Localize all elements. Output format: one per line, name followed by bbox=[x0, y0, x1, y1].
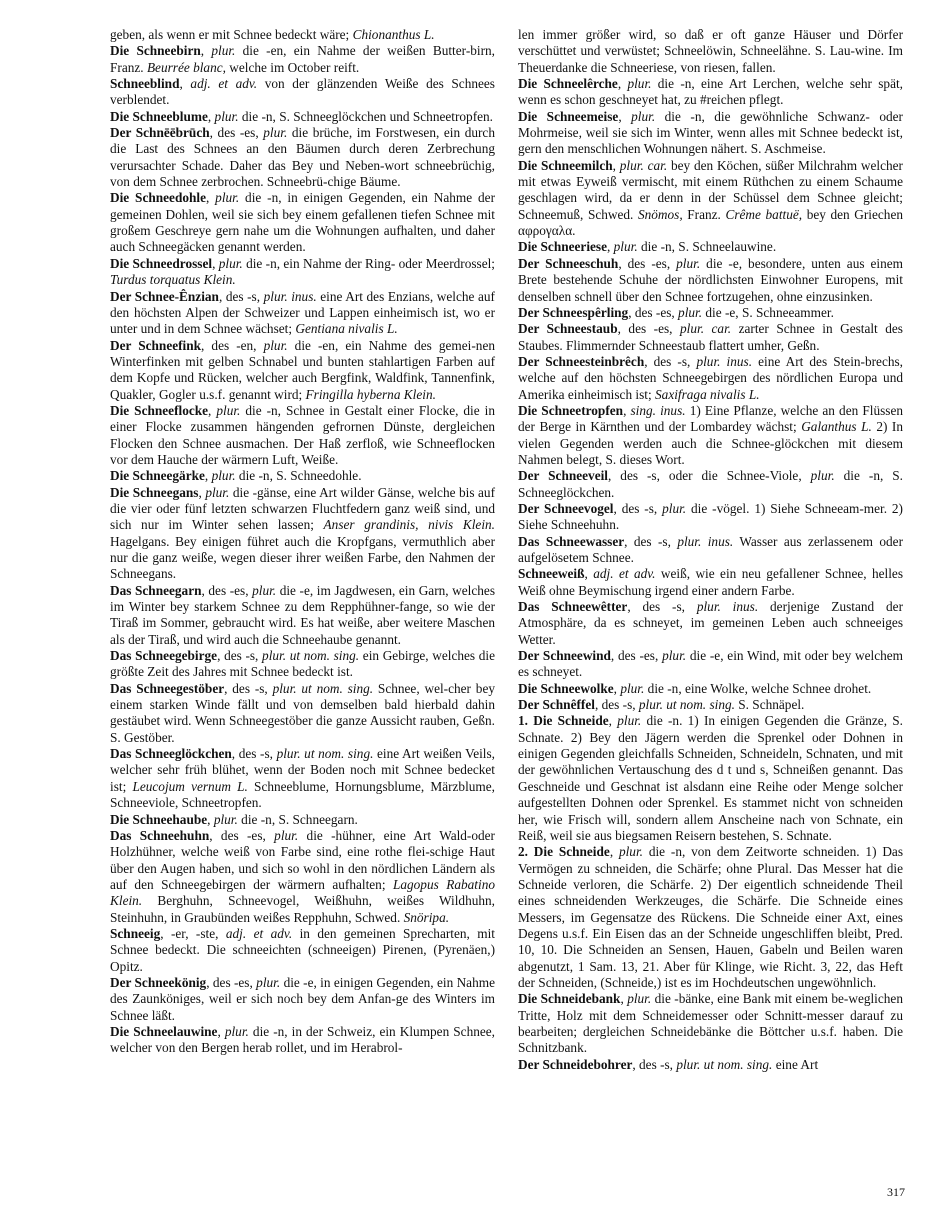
page-number: 317 bbox=[887, 1185, 905, 1199]
entry-text: die -e, in einigen Gegenden, ein Nahme des Zaunköniges, weil er sich noch bey dem Anfan-ge des Winters im Schnee läßt. bbox=[110, 974, 495, 1023]
entry-text: die -n, von dem Zeitworte schneiden. 1) Das Vermögen zu schneiden, die Schärfe; ohne Plural. Das Messer hat die Schneide verloren, die Schärfe. 2) Der eigentlich schneidende Theil eines schneidenden Werkzeuges, die Schärfe. Die Schneide eines Messers, im Gegensatze des Rückens. Die Schneide einer Axt, eines Degens u.s.f. Ein Eisen das an der Schneide ungeschliffen bleibt, Pred. 10, 10. Die Schneiden an Sensen, Hauen, Gabeln und Beilen waren abgenutzt, 1 Sam. 13, 21. Aber für Klinge, wie Richt. 3, 22, das Heft der Schneiden, (Schneide,) ist es im Hochdeutschen ungewöhnlich. bbox=[518, 844, 904, 990]
entry-headword: Die Schneegärke bbox=[110, 468, 205, 484]
entry-text: , bbox=[612, 157, 620, 173]
entry-text: , des -es, bbox=[201, 582, 253, 598]
entry-italic: plur. bbox=[211, 43, 236, 59]
entry-headword: Die Schneedrossel bbox=[110, 255, 213, 271]
entry-italic: Leucojum vernum L. bbox=[132, 778, 248, 794]
entry-italic: plur. bbox=[213, 811, 238, 827]
entry-text: die -en, ein Nahme des gemei-nen Winterfinken mit gelben Schnabel und bunten stahlartigen Farben auf dem Kopfe und Rücken, welcher auch Bergfink, Waldfink, Tannenfink, Quakler, Gogler u.s.f. genannt wird; bbox=[110, 337, 495, 402]
dictionary-entry bbox=[518, 713, 903, 844]
entry-text: len immer größer wird, so daß er oft ganze Häuser und Dörfer verschüttet und verwüstet; Schneelöwin, Schneelähne. S. Lau-wine. Im Theuerdanke die Schneeriese, von riesen, fallen. bbox=[518, 27, 903, 75]
dictionary-entry bbox=[518, 648, 903, 681]
entry-text: die -n, die gewöhnliche Schwanz- oder Mohrmeise, weil sie sich im Winter, wenn alles mit Schnee bedeckt ist, gern den menschlichen Wohnungen nähert. S. Aschmeise. bbox=[518, 108, 903, 157]
entry-italic: plur. bbox=[620, 680, 645, 696]
dictionary-entry bbox=[518, 991, 903, 1056]
entry-text: , bbox=[200, 43, 212, 59]
entry-headword: Der Schneestaub bbox=[518, 321, 618, 337]
entry-headword: Die Schneedohle bbox=[110, 190, 206, 206]
entry-headword: Der Schneidebohrer bbox=[518, 1056, 633, 1072]
entry-text: , bbox=[207, 811, 214, 827]
entry-headword: Die Schneemeise bbox=[518, 108, 619, 124]
entry-italic: plur. bbox=[263, 337, 288, 353]
entry-italic: adj. et adv. bbox=[593, 566, 656, 582]
entry-text: , bbox=[618, 108, 632, 124]
entry-headword: Das Schneegebirge bbox=[110, 648, 218, 664]
entry-italic: Gentiana nivalis L. bbox=[295, 321, 398, 337]
entry-headword: 1. Die Schneide bbox=[518, 713, 609, 729]
entry-italic: plur. bbox=[224, 1023, 249, 1039]
entry-text: , des -s, bbox=[224, 680, 273, 696]
entry-italic: plur. bbox=[627, 76, 652, 92]
dictionary-entry bbox=[110, 289, 495, 338]
entry-text: die -n, Schnee in Gestalt einer Flocke, die in einer Flocke zusammen hängenden gefrornen Dünste, dergleichen Flocken den Schnee ausmachen. Der Haß zerfloß, wie Schneeflocken vor dem Hauche der wärmern Luft, Weiße. bbox=[110, 402, 495, 467]
entry-text: bey den Griechen αφρογαλα. bbox=[518, 206, 903, 239]
entry-text: zarter Schnee in Gestalt des Staubes. Flimmernder Schneestaub flattert umher, Geßn. bbox=[518, 321, 903, 353]
entry-text: die -e, S. Schneeammer. bbox=[702, 304, 834, 320]
dictionary-entry bbox=[518, 681, 903, 697]
entry-italic: plur. bbox=[662, 500, 687, 516]
entry-text: derjenige Zustand der Atmosphäre, da es schneyet, im gemeinen Leben auch schneeiges Wetter. bbox=[518, 599, 903, 647]
entry-text: , bbox=[623, 402, 631, 418]
dictionary-entry bbox=[110, 403, 495, 468]
entry-headword: Die Schneehaube bbox=[110, 811, 208, 827]
entry-text: die -n, S. Schneelauwine. bbox=[637, 239, 777, 255]
entry-text: die -n, in einigen Gegenden, ein Nahme der gemeinen Dohlen, weil sie sich bey einem gefallenen tiefen Schnee mit großem Geschreye gern nahe um die Wohnungen aufhalten, und daher auch Schneegäcken genannt werden. bbox=[110, 190, 495, 255]
entry-text: die -n, eine Art Lerchen, welche sehr spät, wenn es schon geschneyet hat, zu #reichen pflegt. bbox=[518, 76, 903, 108]
entry-text: , bbox=[584, 566, 594, 582]
entry-headword: Die Schneidebank bbox=[518, 991, 621, 1007]
entry-text: , des -s, oder die Schnee-Viole, bbox=[607, 468, 811, 484]
dictionary-entry bbox=[518, 468, 903, 501]
dictionary-entry bbox=[110, 338, 495, 403]
entry-italic: plur. ut nom. sing. bbox=[272, 680, 374, 696]
entry-headword: Der Schneekönig bbox=[110, 974, 207, 990]
entry-italic: plur. car. bbox=[680, 321, 732, 337]
entry-text: in den gemeinen Sprecharten, mit Schnee bedeckt. Die schneeichten (schneeigen) Pirenen, (Pyrenäen,) Opitz. bbox=[110, 925, 495, 974]
entry-text: welche im October reift. bbox=[225, 59, 360, 75]
dictionary-entry bbox=[110, 76, 495, 109]
entry-headword: Die Schneegans bbox=[110, 484, 199, 500]
entry-text: die -bänke, eine Bank mit einem be-weglichen Tritte, Holz mit dem Schneidemesser oder Schnitt-messer darauf zu bearbeiten; dergleichen Schneidebänke die Böttcher u.s.f. haben. Die Schnitzbank. bbox=[518, 991, 903, 1056]
dictionary-entry bbox=[518, 321, 903, 354]
entry-text: die -n, eine Wolke, welche Schnee drohet. bbox=[644, 680, 872, 696]
entry-italic: plur. inus. bbox=[263, 288, 317, 304]
entry-italic: plur. inus. bbox=[696, 599, 759, 615]
dictionary-entry bbox=[518, 305, 903, 321]
entry-headword: Das Schneegestöber bbox=[110, 680, 225, 696]
entry-text: , bbox=[198, 484, 206, 500]
entry-text: die -n, ein Nahme der Ring- oder Meerdrossel; bbox=[242, 255, 495, 271]
entry-text: Schneeblume, Hornungsblume, Märzblume, Schneeviole, Schneetropfen. bbox=[110, 778, 495, 811]
entry-italic: plur. bbox=[218, 255, 243, 271]
entry-italic: plur. inus. bbox=[677, 533, 734, 549]
entry-text: die -en, ein Nahme der weißen Butter-birn, Franz. bbox=[110, 43, 495, 75]
entry-text: die -n. 1) In einigen Gegenden die Gränze, S. Schnate. 2) Bey den Jägern werden die Sprenkel oder Dohnen in einigen Gegenden gleichfalls Schneiden, Schneideln, Schnaten, und mit der gewöhnlichen Vertauschung des d t und s, Schneißen genannt. Das Geschneide und Geschnat ist alsdann eine Reihe oder Menge solcher aufgestellten Dohnen oder Sprenkel. Es stammet nicht von schneiden her, wie Frisch will, sondern allem Anscheine nach von Schnate, ein Reiß, weil sie aus biegsamen Reisern bestehen, S. Schnate. bbox=[518, 713, 903, 843]
entry-headword: Die Schneeflocke bbox=[110, 402, 209, 418]
dictionary-entry bbox=[518, 354, 903, 403]
dictionary-entry bbox=[518, 239, 903, 255]
entry-text: Schnee, wel-cher bey einem starken Winde fällt und von demselben bald hierbald dahin gestäubet wird. Wenn Schneegestöber die ganze Aussicht rauben, Geßn. S. Gestöber. bbox=[110, 680, 495, 745]
entry-italic: plur. bbox=[613, 239, 638, 255]
entry-text: , des -es, bbox=[610, 648, 663, 664]
entry-text: die -gänse, eine Art wilder Gänse, welche bis auf die vier oder fünf letzten schwarzen Fluchtfedern ganz weiß sind, und sich nur im Winter sehen lassen; bbox=[110, 484, 496, 533]
entry-text: , bbox=[204, 468, 212, 484]
dictionary-entry bbox=[518, 697, 903, 713]
dictionary-entry bbox=[110, 485, 495, 583]
entry-text: die -e, besondere, unten aus einem Brete bestehende Schuhe der nördlichsten Einwohner Europens, mit denselben schnell über den Schnee fortzugehen, ohne einzusinken. bbox=[518, 255, 903, 304]
entry-text: , des -s, bbox=[627, 599, 697, 615]
dictionary-entry bbox=[110, 746, 495, 811]
entry-italic: plur. bbox=[617, 713, 642, 729]
entry-italic: plur. ut nom. sing. bbox=[676, 1056, 773, 1072]
dictionary-entry bbox=[518, 27, 903, 76]
entry-italic: Snömos, bbox=[637, 206, 683, 222]
right-column bbox=[518, 27, 903, 1073]
entry-italic: plur. inus. bbox=[696, 353, 753, 369]
left-column bbox=[110, 27, 495, 1057]
dictionary-entry bbox=[110, 681, 495, 746]
entry-text: S. Schnäpel. bbox=[734, 697, 805, 713]
entry-text: , des -es, bbox=[618, 255, 677, 271]
entry-italic: sing. inus. bbox=[630, 402, 686, 418]
entry-text: , des -s, bbox=[594, 697, 639, 713]
entry-text: eine Art des Stein-brechs, welche auf den höchsten Schneegebirgen des nördlichen Europa und Amerika einheimisch ist; bbox=[518, 353, 904, 402]
dictionary-entry bbox=[110, 812, 495, 828]
entry-headword: Der Schnēēbrūch bbox=[110, 125, 210, 141]
entry-text: eine Art des Enzians, welche auf den höchsten Alpen der Schweizer und Lappen einheimisch ist, wo er unter und in dem Schnee wächset; bbox=[110, 288, 495, 337]
entry-text: , bbox=[205, 190, 216, 206]
entry-italic: plur. bbox=[631, 108, 656, 124]
entry-headword: Das Schneegarn bbox=[110, 582, 202, 598]
entry-text: die -n, S. Schneeglöckchen. bbox=[518, 468, 903, 500]
entry-headword: Der Schnee-Ênzian bbox=[110, 288, 219, 304]
entry-headword: Die Schneeblume bbox=[110, 108, 208, 124]
dictionary-entry bbox=[518, 566, 903, 599]
entry-italic: plur. bbox=[215, 190, 240, 206]
dictionary-entry bbox=[110, 256, 495, 289]
entry-text: , bbox=[620, 991, 628, 1007]
entry-text: , des -en, bbox=[201, 337, 264, 353]
entry-text: , bbox=[207, 108, 215, 124]
entry-text: 2) In vielen Gegenden werden auch die Schnee-glöckchen mit diesem Nahmen belegt, S. dieses Wort. bbox=[518, 419, 903, 467]
entry-text: , des -es, bbox=[209, 125, 264, 141]
entry-text: , des -es, bbox=[628, 304, 679, 320]
entry-text: ein Gebirge, welches die größte Zeit des Jahres mit Schnee bedeckt ist. bbox=[110, 648, 496, 680]
dictionary-entry bbox=[110, 975, 495, 1024]
entry-headword: 2. Die Schneide bbox=[518, 844, 610, 860]
entry-text: , bbox=[179, 76, 191, 92]
entry-headword: Die Schneelauwine bbox=[110, 1023, 218, 1039]
entry-text: , des -es, bbox=[617, 321, 680, 337]
dictionary-entry bbox=[110, 1024, 495, 1057]
entry-italic: plur. ut nom. sing. bbox=[262, 648, 360, 664]
entry-italic: plur. bbox=[214, 108, 239, 124]
dictionary-entry bbox=[518, 158, 903, 240]
entry-italic: Fringilla hyberna Klein. bbox=[305, 386, 436, 402]
entry-text: weiß, wie ein neu gefallener Schnee, helles Weiß ohne Beymischung irgend einer andern Farbe. bbox=[518, 566, 903, 598]
dictionary-entry bbox=[518, 109, 903, 158]
entry-text: die -n, in der Schweiz, ein Klumpen Schnee, welcher von den Bergen herab rollet, und im Herabrol- bbox=[110, 1023, 495, 1056]
entry-italic: adj. et adv. bbox=[190, 76, 258, 92]
dictionary-entry bbox=[110, 190, 495, 255]
entry-italic: plur. bbox=[810, 468, 835, 484]
entry-headword: Die Schneewolke bbox=[518, 680, 614, 696]
entry-italic: plur. bbox=[252, 582, 277, 598]
entry-headword: Der Schnêffel bbox=[518, 697, 595, 713]
entry-italic: Galanthus L. bbox=[801, 419, 872, 435]
entry-headword: Schneeweiß bbox=[518, 566, 585, 582]
entry-italic: plur. bbox=[627, 991, 652, 1007]
entry-italic: plur. bbox=[662, 648, 687, 664]
entry-headword: Der Schneeveil bbox=[518, 468, 608, 484]
entry-italic: Snöripa. bbox=[403, 909, 450, 925]
entry-italic: Anser grandinis, nivis Klein. bbox=[323, 517, 495, 533]
entry-text: , des -s, bbox=[632, 1056, 677, 1072]
entry-text: die -e, ein Wind, mit oder bey welchem es schneyet. bbox=[518, 648, 903, 680]
dictionary-entry bbox=[110, 109, 495, 125]
dictionary-entry bbox=[518, 76, 903, 109]
dictionary-entry bbox=[518, 501, 903, 534]
entry-text: die brüche, im Forstwesen, ein durch die Last des Schnees an den Bäumen durch deren Zerbrechung verursachter Schade. Daher das Bey und Neben-wort schneebrüchig, von dem Schnee zerbrochen. Schneebrü-chige Bäume. bbox=[110, 125, 495, 190]
dictionary-entry bbox=[110, 583, 495, 648]
entry-text: , des -s, bbox=[613, 500, 663, 516]
entry-headword: Die Schneemilch bbox=[518, 157, 613, 173]
dictionary-entry bbox=[110, 43, 495, 76]
entry-italic: plur. bbox=[256, 974, 281, 990]
entry-italic: plur. ut nom. sing. bbox=[276, 746, 374, 762]
entry-headword: Das Schneewasser bbox=[518, 533, 625, 549]
entry-text: Hagelgans. Bey einigen führet auch die Kropfgans, vermuthlich aber nur die ganz weiße, wegen dieser ihrer weißen Farbe, den Nahmen der Schneegans. bbox=[110, 533, 495, 582]
entry-text: von der glänzenden Weiße des Schnees verblendet. bbox=[110, 76, 495, 108]
entry-text: , bbox=[212, 255, 219, 271]
entry-text: bey den Köchen, süßer Milchrahm welcher mit etwas Eyweiß vermischt, mit einem Rüthchen zu einem Schaume geschlagen wird, da er denn in der Schüssel dem Schnee gleicht; Schneemuß, Schwed. bbox=[518, 157, 903, 222]
entry-italic: Chionanthus L. bbox=[352, 27, 435, 42]
entry-text: die -n, S. Schneegarn. bbox=[237, 811, 358, 827]
entry-headword: Das Schneewêtter bbox=[518, 599, 628, 615]
entry-italic: plur. bbox=[211, 468, 236, 484]
dictionary-entry bbox=[110, 926, 495, 975]
entry-text: , bbox=[608, 713, 618, 729]
entry-text: Wasser aus zerlassenem oder aufgelösetem Schnee. bbox=[518, 533, 903, 565]
entry-headword: Das Schneehuhn bbox=[110, 827, 210, 843]
entry-text: die -vögel. 1) Siehe Schneeam-mer. 2) Siehe Schneehuhn. bbox=[518, 500, 903, 533]
entry-headword: Die Schneelêrche bbox=[518, 76, 618, 92]
entry-text: , des -es, bbox=[209, 827, 275, 843]
entry-text: , des -s, bbox=[218, 288, 264, 304]
dictionary-entry bbox=[110, 27, 495, 43]
entry-headword: Der Schneespêrling bbox=[518, 304, 629, 320]
entry-text: , bbox=[609, 844, 619, 860]
entry-headword: Der Schneevogel bbox=[518, 500, 614, 516]
entry-text: , bbox=[208, 402, 217, 418]
dictionary-entry bbox=[518, 1057, 903, 1073]
entry-text: , bbox=[617, 76, 628, 92]
entry-text: die -n, S. Schneedohle. bbox=[235, 468, 362, 484]
entry-text: , -er, -ste, bbox=[160, 925, 226, 941]
dictionary-entry bbox=[518, 599, 903, 648]
entry-italic: plur. bbox=[205, 484, 230, 500]
entry-text: die -hühner, eine Art Wald-oder Holzhühner, welche weiß von Farbe sind, eine rothe flei-schige Haut über den Augen haben, und sich so wohl in den nördlichen Ländern als auf den Schneegebirgen der wärmern aufhalten; bbox=[110, 827, 495, 892]
entry-text: , des -s, bbox=[217, 648, 263, 664]
entry-text: Berghuhn, Schneevogel, Weißhuhn, weißes Wildhuhn, Steinhuhn, in Graubünden weißes Repphuhn, Schwed. bbox=[110, 893, 495, 925]
entry-italic: plur. bbox=[676, 255, 701, 271]
entry-text: Franz. bbox=[682, 206, 726, 222]
entry-italic: plur. bbox=[274, 827, 299, 843]
entry-italic: plur. bbox=[618, 844, 643, 860]
entry-text: , des -s, bbox=[231, 746, 277, 762]
entry-italic: Lagopus Rabatino Klein. bbox=[110, 876, 495, 909]
entry-headword: Der Schneewind bbox=[518, 648, 611, 664]
entry-headword: Der Schneeschuh bbox=[518, 255, 619, 271]
entry-headword: Die Schneeriese bbox=[518, 239, 607, 255]
entry-italic: plur. bbox=[263, 125, 288, 141]
entry-italic: Saxifraga nivalis L. bbox=[655, 386, 760, 402]
entry-text: , bbox=[613, 680, 621, 696]
entry-text: , des -s, bbox=[644, 353, 697, 369]
dictionary-entry bbox=[518, 256, 903, 305]
entry-headword: Schneeblind bbox=[110, 76, 180, 92]
dictionary-entry bbox=[110, 648, 495, 681]
entry-italic: plur. ut nom. sing. bbox=[638, 697, 735, 713]
entry-headword: Der Schneefink bbox=[110, 337, 202, 353]
dictionary-entry bbox=[518, 534, 903, 567]
entry-italic: Crême battuë, bbox=[725, 206, 803, 222]
entry-text: , des -es, bbox=[206, 974, 257, 990]
entry-headword: Das Schneeglöckchen bbox=[110, 746, 232, 762]
entry-italic: Beurrée blanc, bbox=[146, 59, 226, 75]
entry-italic: adj. et adv. bbox=[225, 925, 293, 941]
entry-headword: Die Schneebirn bbox=[110, 43, 201, 59]
entry-text: , des -s, bbox=[624, 533, 678, 549]
entry-headword: Die Schneetropfen bbox=[518, 402, 624, 418]
entry-text: eine Art bbox=[772, 1056, 819, 1072]
entry-text: geben, als wenn er mit Schnee bedeckt wäre; bbox=[110, 27, 353, 42]
dictionary-entry bbox=[518, 844, 903, 991]
dictionary-entry bbox=[110, 468, 495, 484]
entry-text: 1) Eine Pflanze, welche an den Flüssen der Berge in Kärnthen und der Lombardey wächst; bbox=[518, 402, 903, 435]
dictionary-entry bbox=[110, 125, 495, 190]
entry-text: die -n, S. Schneeglöckchen und Schneetropfen. bbox=[238, 108, 493, 124]
dictionary-entry bbox=[518, 403, 903, 468]
entry-italic: plur. bbox=[678, 304, 703, 320]
entry-italic: plur. car. bbox=[619, 157, 668, 173]
entry-headword: Der Schneesteinbrêch bbox=[518, 353, 645, 369]
entry-text: , bbox=[607, 239, 614, 255]
entry-italic: plur. bbox=[216, 402, 241, 418]
entry-text: eine Art weißen Veils, welcher sehr früh blühet, wenn der Boden noch mit Schnee bedecket ist; bbox=[110, 746, 496, 794]
entry-text: die -e, im Jagdwesen, ein Garn, welches im Winter bey starkem Schnee zu dem Repphühner-fange, so wie der Tiraß im Sommer, gebraucht wird. Es hat weiße, aber weitere Maschen als der Tiraß, und wird auch die Schneehaube genannt. bbox=[110, 582, 496, 647]
entry-text: , bbox=[217, 1023, 225, 1039]
entry-headword: Schneeig bbox=[110, 925, 161, 941]
entry-italic: Turdus torquatus Klein. bbox=[110, 272, 236, 288]
dictionary-entry bbox=[110, 828, 495, 926]
